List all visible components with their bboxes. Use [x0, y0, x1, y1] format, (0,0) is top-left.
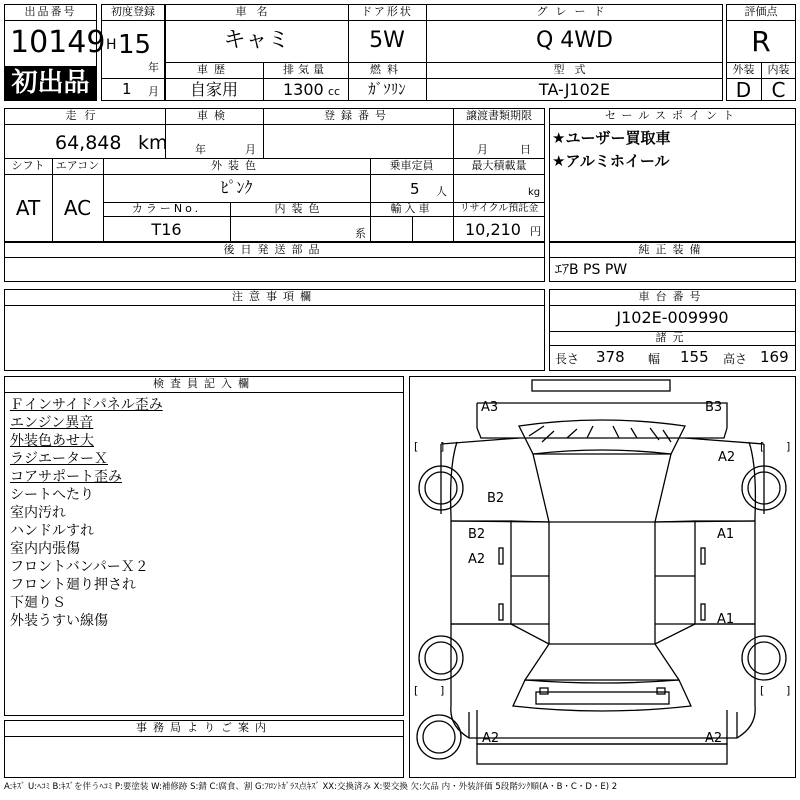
interior-color-unit: 系 [355, 227, 366, 240]
mileage: 64,848 [55, 132, 122, 154]
interior-grade: C [771, 78, 786, 102]
ac: AC [63, 196, 92, 220]
registration-month: 1 [122, 80, 132, 98]
damage-a2-front-left: A2 [482, 731, 500, 746]
interior-label: 内装 [767, 63, 790, 76]
equipment: ｴｱB PS PW [555, 262, 628, 278]
history-label: 車歴 [197, 63, 231, 76]
bracket: ] [440, 684, 445, 697]
damage-b3: B3 [705, 400, 723, 415]
displacement-label: 排気量 [283, 63, 328, 76]
inspector-item: フロントバンパーＸ２ [10, 559, 149, 575]
bracket: ] [786, 684, 791, 697]
bracket: [ [414, 440, 419, 453]
damage-b2-door: B2 [468, 527, 486, 542]
recycle-label: リサイクル預託金 [459, 203, 539, 214]
max-load-label: 最大積載量 [471, 159, 527, 172]
inspector-item: 室内内張傷 [10, 541, 80, 557]
sales-point: ★ユーザー買取車 [552, 129, 671, 147]
interior-color-label: 内装色 [274, 202, 326, 215]
transfer-deadline-label: 譲渡書類期限 [466, 109, 532, 122]
car-diagram [409, 376, 796, 778]
exterior-label: 外装 [732, 63, 755, 76]
max-load-unit: kg [528, 187, 541, 198]
exterior-color-label: 外装色 [211, 159, 262, 172]
seats-unit: 人 [436, 185, 447, 198]
width-label: 幅 [648, 352, 661, 366]
model-code: TA-J102E [538, 80, 611, 99]
recycle-unit: 円 [530, 225, 541, 238]
damage-a1-door: A1 [717, 527, 735, 542]
vehicle-info-box [4, 108, 545, 242]
fuel-label: 燃料 [370, 63, 404, 76]
recycle-fee: 10,210 [465, 220, 521, 239]
chassis-label: 車台番号 [638, 290, 707, 303]
damage-a2-door: A2 [468, 552, 486, 567]
car-name-label: 車名 [235, 5, 278, 18]
grade: Q 4WD [536, 28, 613, 53]
lot-number: 10149 [10, 25, 106, 60]
inspector-item: ハンドルすれ [10, 523, 94, 539]
damage-a2-front-right: A2 [705, 731, 723, 746]
import-label: 輸入車 [390, 202, 433, 215]
inspector-item: Ｆインサイドパネル歪み [10, 397, 163, 413]
mileage-label: 走行 [65, 109, 104, 122]
color-number: T16 [151, 220, 182, 239]
color-number-label: カラーNo. [131, 202, 202, 215]
displacement-unit: cc [328, 85, 341, 98]
bracket: [ [760, 684, 765, 697]
bracket: ] [786, 440, 791, 453]
length-label: 長さ [555, 352, 580, 366]
month-unit: 月 [148, 85, 159, 98]
registration-year: 15 [118, 30, 152, 60]
chassis-number: J102E-009990 [616, 308, 729, 327]
damage-a3: A3 [481, 400, 499, 415]
bracket: ] [440, 440, 445, 453]
width: 155 [680, 348, 709, 366]
damage-b2-left: B2 [487, 491, 505, 506]
height: 169 [760, 348, 789, 366]
mileage-unit: km [138, 132, 168, 154]
inspector-item: 外装色あせ大 [10, 433, 94, 449]
fuel: ｶﾞｿﾘﾝ [368, 80, 406, 98]
inspector-item: シートへたり [10, 487, 94, 503]
inspector-item: 外装うすい線傷 [10, 613, 108, 629]
displacement: 1300 [283, 80, 324, 99]
length: 378 [596, 348, 625, 366]
inspector-item: コアサポート歪み [10, 469, 122, 485]
inspection-label: 車検 [197, 109, 231, 122]
registration-number-label: 登録番号 [324, 109, 392, 122]
exterior-grade: D [735, 78, 752, 102]
later-parts-label: 後日発送部品 [223, 243, 326, 256]
registration-label: 初度登録 [111, 5, 155, 18]
door-type: 5W [369, 28, 405, 53]
shift-label: シフト [11, 159, 45, 172]
history: 自家用 [189, 80, 238, 99]
grade-label: グレード [536, 5, 613, 18]
equipment-label: 純正装備 [638, 243, 707, 256]
score: R [751, 25, 771, 58]
transfer-day-unit: 日 [520, 143, 531, 156]
notes-label: 注意事項欄 [232, 290, 317, 303]
damage-a2-rear-right: A2 [718, 450, 736, 465]
inspection-year-unit: 年 [195, 143, 206, 156]
damage-a1-rear-door: A1 [717, 612, 735, 627]
score-label: 評価点 [744, 5, 778, 18]
legend: A:ｷｽﾞ U:ﾍｺﾐ B:ｷｽﾞを伴うﾍｺﾐ P:要塗装 W:補修跡 S:錆 C:腐食、割 G:ﾌﾛﾝﾄｶﾞﾗｽ点ｷｽﾞ XX:交換済み X:要交換 欠:欠品 内・外装評価 5段階ﾗﾝｸ順(A・B・C・D・E) 2 [4, 782, 618, 792]
seats: 5 [410, 180, 420, 198]
transfer-month-unit: 月 [477, 143, 488, 156]
lot-label: 出品番号 [24, 5, 77, 18]
ac-label: エアコン [55, 159, 100, 172]
shift: AT [15, 196, 41, 220]
seats-label: 乗車定員 [389, 159, 434, 172]
year-unit: 年 [148, 61, 159, 74]
inspection-month-unit: 月 [245, 143, 256, 156]
first-listing-badge: 初出品 [4, 66, 97, 101]
sales-point: ★アルミホイール [552, 152, 670, 170]
height-label: 高さ [723, 352, 748, 366]
bracket: [ [760, 440, 765, 453]
inspector-item: 室内汚れ [10, 505, 66, 521]
office-notice-label: 事務局よりご案内 [136, 721, 272, 734]
exterior-color: ﾋﾟﾝｸ [220, 178, 253, 197]
inspector-item: 下廻りＳ [10, 595, 66, 611]
model-label: 型式 [553, 63, 596, 76]
inspector-item: ラジエーターＸ [10, 451, 108, 467]
car-name: キャミ [223, 28, 290, 53]
inspector-item: エンジン異音 [10, 415, 94, 431]
inspector-item: フロント廻り押され [10, 577, 136, 593]
era: H [106, 37, 117, 53]
sales-points-label: セールスポイント [604, 109, 740, 122]
bracket: [ [414, 684, 419, 697]
door-label: ドア形状 [361, 5, 413, 18]
specs-label: 諸元 [655, 331, 690, 344]
inspector-label: 検査員記入欄 [153, 377, 255, 390]
